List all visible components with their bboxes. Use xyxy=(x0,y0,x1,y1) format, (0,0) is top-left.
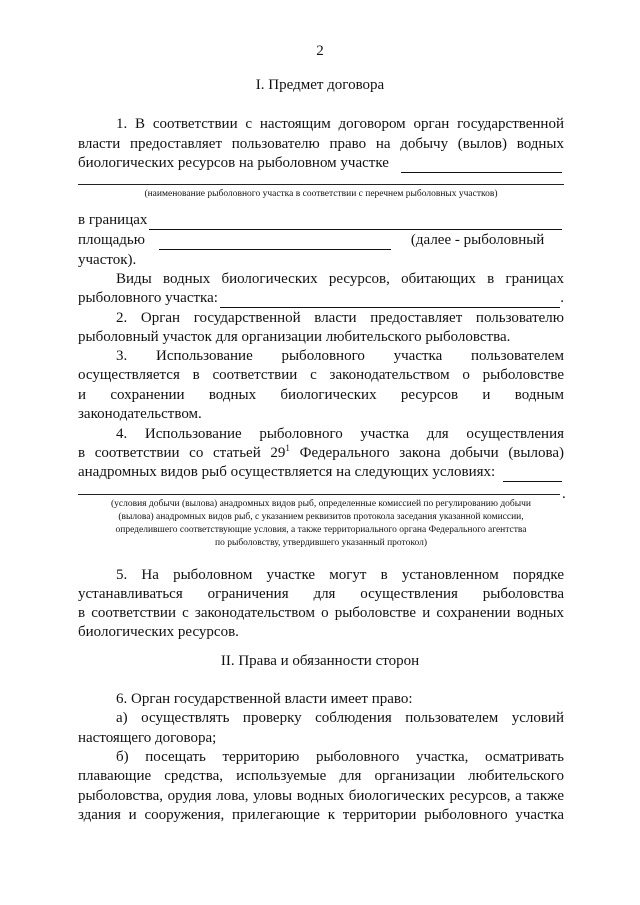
p4-line-2: в соответствии со статьей $29^1$ Федерального закона добычи (вылова) xyxy=(78,443,564,461)
plot-name-line xyxy=(78,184,564,185)
conditions-caption-4: по рыболовству, утвердившего указанный протокол) xyxy=(214,538,427,548)
area-tail-2: участок). xyxy=(78,252,137,268)
p1-line-1: 1. В соответствии с настоящим договором орган государственной xyxy=(116,116,564,132)
pb-line-2: плавающие средства, используемые для организации любительского xyxy=(78,768,564,784)
species-label: рыболовного участка: xyxy=(78,290,218,306)
boundaries-blank xyxy=(149,214,562,230)
conditions-blank xyxy=(503,466,562,482)
conditions-caption-1: (условия добычи (вылова) анадромных видов рыб, определенные комиссией по регулированию добычи xyxy=(110,499,532,509)
boundaries-line xyxy=(78,211,564,230)
p4-line-1: 4. Использование рыболовного участка для осуществления xyxy=(116,426,564,442)
plot-name-blank xyxy=(401,157,562,173)
plot-name-caption: (наименование рыболовного участка в соответствии с перечнем рыболовных участков) xyxy=(144,189,498,199)
p6-line: 6. Орган государственной власти имеет право: xyxy=(116,691,413,707)
p3-line-3: и сохранении водных биологических ресурсов и водным xyxy=(78,387,564,403)
p1-line-3 xyxy=(78,154,564,173)
area-line xyxy=(78,231,564,250)
page-number: 2 xyxy=(316,43,324,59)
species-blank xyxy=(220,292,560,308)
p3-line-1: 3. Использование рыболовного участка пользователем xyxy=(116,348,564,364)
boundaries-label: в границах xyxy=(78,212,148,228)
p3-line-4: законодательством. xyxy=(78,406,202,422)
pa-line-2: настоящего договора; xyxy=(78,730,217,746)
area-label: площадью xyxy=(78,232,145,248)
species-line-1: Виды водных биологических ресурсов, обитающих в границах xyxy=(116,271,564,287)
pb-line-3: рыболовства, орудия лова, уловы водных биологических ресурсов, а также xyxy=(78,788,564,804)
pb-line-1: б) посещать территорию рыболовного участка, осматривать xyxy=(116,749,564,765)
conditions-caption-3: определившего соответствующие условия, а также территориального органа Федерального агентства xyxy=(115,525,527,535)
pa-line-1: а) осуществлять проверку соблюдения пользователем условий xyxy=(116,710,564,726)
p5-line-1: 5. На рыболовном участке могут в установленном порядке xyxy=(116,567,564,583)
area-blank xyxy=(159,234,391,250)
p5-line-3: в соответствии с законодательством о рыболовстве и сохранении водных xyxy=(78,605,564,621)
p4-line-3-text: анадромных видов рыб осуществляется на следующих условиях: xyxy=(78,464,496,480)
pb-line-4: здания и сооружения, прилегающие к территории рыболовного участка xyxy=(78,807,564,823)
p2-line-1: 2. Орган государственной власти предоставляет пользователю xyxy=(116,310,564,326)
p1-line-3-text: биологических ресурсов на рыболовном участке xyxy=(78,155,389,171)
p3-line-2: осуществляется в соответствии с законодательством о рыболовстве xyxy=(78,367,564,383)
section-2-title: II. Права и обязанности сторон xyxy=(220,653,420,669)
p1-line-2: власти предоставляет пользователю право на добычу (вылов) водных xyxy=(78,136,564,152)
conditions-line xyxy=(78,494,560,495)
area-tail: (далее - рыболовный xyxy=(410,232,545,248)
p2-line-2: рыболовный участок для организации любительского рыболовства. xyxy=(78,329,511,345)
section-1-title: I. Предмет договора xyxy=(255,77,385,93)
species-line-2: рыболовного участка: . xyxy=(78,290,564,306)
document-page: 2 I. Предмет договора 1. В соответствии с настоящим договором орган государственной власти предоставляет пользователю право на добычу (вылов) водных биологических ресурсов на рыболовном участке (наименование рыболовного участка в соответствии с перечнем рыболовных участков) в границах площадью (далее - рыболовный участок). Виды водных биологических ресурсов, обитающих в границах рыболовного участка: . 2. Орган государственной власти предоставляет пользователю рыболовный участок для организации любительского рыболовства. 3. Использование рыболовного участка пользователем осуществляется в соответствии с законодательством о рыболовстве и сохранении водных биологических ресурсов и водным законодательством. 4. Использование рыболовного участка для осуществления в соответствии со статьей $29^1$ Федерального закона добычи (вылова) анадромных видов рыб осуществляется на следующих условиях: . (условия добычи (вылова) анадромных видов рыб, определенные комиссией по регулированию добычи (вылова) анадромных видов рыб, с указанием реквизитов протокола заседания указанной комиссии, определившего соответствующие условия, а также территориального органа Федерального агентства по рыболовству, утвердившего указанный протокол) 5. На рыболовном участке могут в установленном порядке устанавливаться ограничения для осуществления рыболовства в соответствии с законодательством о рыболовстве и сохранении водных биологических ресурсов. II. Права и обязанности сторон 6. Орган государственной власти имеет право: а) осуществлять проверку соблюдения пользователем условий настоящего договора; б) посещать территорию рыболовного участка, осматривать плавающие средства, используемые для организации любительского рыболовства, орудия лова, уловы водных биологических ресурсов, а также здания и сооружения, прилегающие к территории рыболовного участка xyxy=(0,0,640,905)
p5-line-4: биологических ресурсов. xyxy=(78,624,239,640)
p4-line-3 xyxy=(78,463,564,482)
conditions-caption-2: (вылова) анадромных видов рыб, с указанием реквизитов протокола заседания указанной комиссии, xyxy=(118,512,524,522)
p5-line-2: устанавливаться ограничения для осуществления рыболовства xyxy=(78,586,564,602)
